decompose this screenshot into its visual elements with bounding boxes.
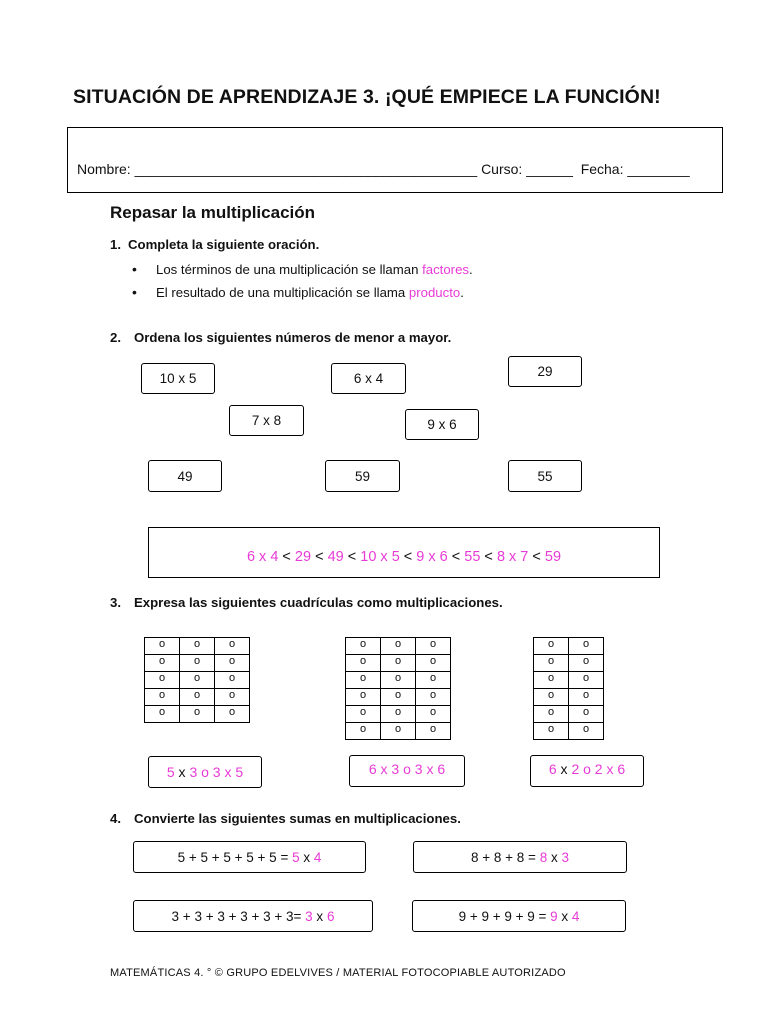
sum-3 xyxy=(172,909,335,924)
ordering-answer-part-7: < xyxy=(399,549,417,565)
grid-cell: o xyxy=(145,706,180,723)
ordering-answer-part-1: < xyxy=(278,549,295,565)
ordering-answer-part-4: 49 xyxy=(327,549,344,565)
name-label: Nombre: xyxy=(77,161,131,177)
date-label: Fecha: xyxy=(580,161,624,177)
grid-cell: o xyxy=(569,706,604,723)
grid-row xyxy=(145,689,250,706)
question-3-text: Expresa las siguientes cuadrículas como multiplicaciones. xyxy=(134,595,503,610)
ordering-answer-box xyxy=(148,527,660,578)
grid-cell: o xyxy=(346,672,381,689)
grid-cell: o xyxy=(180,672,215,689)
grid-cell: o xyxy=(215,672,250,689)
question-2-text: Ordena los siguientes números de menor a mayor. xyxy=(134,330,452,345)
grid-cell: o xyxy=(381,689,416,706)
grid-cell: o xyxy=(180,655,215,672)
grid-1-answer xyxy=(167,764,243,780)
number-box: 49 xyxy=(148,460,222,492)
grid-row xyxy=(534,638,604,655)
sum-part-3: 3 xyxy=(561,849,569,865)
grid-cell: o xyxy=(215,655,250,672)
grid-row xyxy=(145,672,250,689)
ordering-answer-part-12: 8 x 7 xyxy=(496,549,529,565)
sum-part-1: 5 xyxy=(292,849,300,865)
course-field[interactable]: ______ xyxy=(526,161,573,177)
grid-cell: o xyxy=(416,672,451,689)
grid-row xyxy=(346,689,451,706)
question-3-number: 3. xyxy=(110,595,121,610)
grid-row xyxy=(534,723,604,740)
grid-cell: o xyxy=(534,706,569,723)
grid-cell: o xyxy=(145,689,180,706)
sum-part-0: 3 + 3 + 3 + 3 + 3 + 3= xyxy=(171,908,306,924)
grid-cell: o xyxy=(569,689,604,706)
grid-answer-part-0: 6 x 3 o 3 x 6 xyxy=(368,761,446,777)
sum-part-3: 6 xyxy=(326,908,335,924)
number-box: 7 x 8 xyxy=(229,405,304,436)
question-2-number: 2. xyxy=(110,330,121,345)
grid-row xyxy=(534,655,604,672)
sum-box-3 xyxy=(133,900,373,932)
grid-cell: o xyxy=(534,689,569,706)
sum-part-2: x xyxy=(547,849,562,865)
grid-cell: o xyxy=(381,706,416,723)
grid-cell: o xyxy=(416,689,451,706)
course-label: Curso: xyxy=(481,161,523,177)
question-1-bullet-2 xyxy=(132,284,464,300)
question-1-text: Completa la siguiente oración. xyxy=(128,237,320,252)
grid-row xyxy=(534,689,604,706)
grid-cell: o xyxy=(534,638,569,655)
grid-cell: o xyxy=(534,723,569,740)
sum-box-2 xyxy=(413,841,627,873)
ordering-answer-part-6: 10 x 5 xyxy=(360,549,400,565)
bullet-2-suffix: . xyxy=(460,285,464,300)
grid-answer-part-0: 5 xyxy=(166,764,175,780)
question-1-heading xyxy=(110,237,319,252)
bullet-1-prefix: Los términos de una multiplicación se llaman xyxy=(156,262,423,277)
grid-1 xyxy=(144,637,250,723)
grid-row xyxy=(346,723,451,740)
grid-cell: o xyxy=(569,672,604,689)
grid-cell: o xyxy=(381,638,416,655)
grid-cell: o xyxy=(346,723,381,740)
ordering-answer-part-3: < xyxy=(311,549,328,565)
bullet-1-suffix: . xyxy=(469,262,473,277)
sum-2 xyxy=(471,850,569,865)
question-1-bullet-1 xyxy=(132,261,473,277)
ordering-answer-part-8: 9 x 6 xyxy=(416,549,448,565)
grid-2-answer-box xyxy=(349,755,465,787)
number-box: 10 x 5 xyxy=(141,363,215,394)
grid-answer-part-1: x xyxy=(174,764,190,780)
grid-row xyxy=(346,655,451,672)
bullet-2-prefix: El resultado de una multiplicación se llama xyxy=(156,285,409,300)
grid-cell: o xyxy=(569,723,604,740)
grid-2-answer xyxy=(369,761,445,777)
grid-answer-part-2: 3 o 3 x 5 xyxy=(189,764,244,780)
grid-cell: o xyxy=(416,638,451,655)
grid-cell: o xyxy=(215,706,250,723)
sum-part-2: x xyxy=(312,908,327,924)
sum-part-3: 4 xyxy=(313,849,322,865)
grid-row xyxy=(346,672,451,689)
page-footer: MATEMÁTICAS 4. ° © GRUPO EDELVIVES / MATERIAL FOTOCOPIABLE AUTORIZADO xyxy=(110,967,566,979)
grid-cell: o xyxy=(145,655,180,672)
grid-answer-part-1: x xyxy=(556,761,572,777)
sum-part-0: 9 + 9 + 9 + 9 = xyxy=(458,908,551,924)
grid-row xyxy=(145,655,250,672)
question-3-heading xyxy=(110,595,503,610)
grid-cell: o xyxy=(381,723,416,740)
number-box: 29 xyxy=(508,356,582,387)
grid-3-answer xyxy=(549,761,625,777)
grid-answer-part-0: 6 xyxy=(548,761,557,777)
number-box: 6 x 4 xyxy=(331,363,406,394)
sum-part-2: x xyxy=(299,849,314,865)
ordering-answer-part-0: 6 x 4 xyxy=(246,549,279,565)
grid-cell: o xyxy=(381,672,416,689)
question-4-text: Convierte las siguientes sumas en multiplicaciones. xyxy=(134,811,461,826)
bullet-icon: • xyxy=(132,261,137,277)
ordering-answer-part-11: < xyxy=(480,549,497,565)
grid-2 xyxy=(345,637,451,740)
number-box: 55 xyxy=(508,460,582,492)
grid-cell: o xyxy=(416,723,451,740)
number-box: 9 x 6 xyxy=(405,409,479,440)
question-2-heading xyxy=(110,330,451,345)
grid-cell: o xyxy=(346,638,381,655)
sum-part-1: 3 xyxy=(305,908,313,924)
grid-cell: o xyxy=(215,689,250,706)
name-field[interactable]: ____________________________________________ xyxy=(134,161,478,177)
bullet-1-answer: factores xyxy=(422,262,470,277)
ordering-answer-part-2: 29 xyxy=(294,549,312,565)
grid-row xyxy=(534,706,604,723)
grid-cell: o xyxy=(534,672,569,689)
sum-box-4 xyxy=(412,900,626,932)
grid-cell: o xyxy=(180,689,215,706)
number-box: 59 xyxy=(325,460,400,492)
bullet-icon: • xyxy=(132,284,137,300)
grid-cell: o xyxy=(569,638,604,655)
grid-row xyxy=(346,638,451,655)
ordering-answer xyxy=(247,549,561,565)
grid-answer-part-2: 2 o 2 x 6 xyxy=(571,761,626,777)
sum-part-0: 5 + 5 + 5 + 5 + 5 = xyxy=(177,849,293,865)
grid-cell: o xyxy=(346,655,381,672)
grid-cell: o xyxy=(346,706,381,723)
ordering-answer-part-10: 55 xyxy=(464,549,481,565)
grid-cell: o xyxy=(346,689,381,706)
grid-row xyxy=(346,706,451,723)
grid-cell: o xyxy=(180,706,215,723)
grid-row xyxy=(534,672,604,689)
date-field[interactable]: ________ xyxy=(627,161,690,177)
question-4-number: 4. xyxy=(110,811,121,826)
student-info-box xyxy=(67,127,723,193)
ordering-answer-part-13: < xyxy=(528,549,545,565)
ordering-answer-part-9: < xyxy=(447,549,465,565)
grid-cell: o xyxy=(381,655,416,672)
section-subtitle: Repasar la multiplicación xyxy=(110,203,316,222)
sum-part-2: x xyxy=(557,908,572,924)
grid-cell: o xyxy=(416,706,451,723)
grid-1-answer-box xyxy=(148,756,262,788)
question-4-heading xyxy=(110,811,461,826)
ordering-answer-part-14: 59 xyxy=(544,549,562,565)
grid-3 xyxy=(533,637,604,740)
grid-cell: o xyxy=(145,672,180,689)
sum-part-3: 4 xyxy=(571,908,580,924)
question-1-number: 1. xyxy=(110,237,121,252)
sum-part-1: 8 xyxy=(539,849,548,865)
grid-cell: o xyxy=(569,655,604,672)
grid-cell: o xyxy=(215,638,250,655)
bullet-2-answer: producto xyxy=(408,285,461,300)
grid-cell: o xyxy=(416,655,451,672)
grid-cell: o xyxy=(534,655,569,672)
sum-1 xyxy=(178,850,322,865)
grid-cell: o xyxy=(145,638,180,655)
ordering-answer-part-5: < xyxy=(343,549,361,565)
grid-cell: o xyxy=(180,638,215,655)
sum-4 xyxy=(459,909,580,924)
student-info-line xyxy=(77,161,690,177)
grid-row xyxy=(145,638,250,655)
grid-row xyxy=(145,706,250,723)
sum-box-1 xyxy=(133,841,366,873)
grid-3-answer-box xyxy=(530,755,644,787)
page-title: SITUACIÓN DE APRENDIZAJE 3. ¡QUÉ EMPIECE LA FUNCIÓN! xyxy=(73,86,661,108)
sum-part-1: 9 xyxy=(550,908,558,924)
sum-part-0: 8 + 8 + 8 = xyxy=(471,849,540,865)
